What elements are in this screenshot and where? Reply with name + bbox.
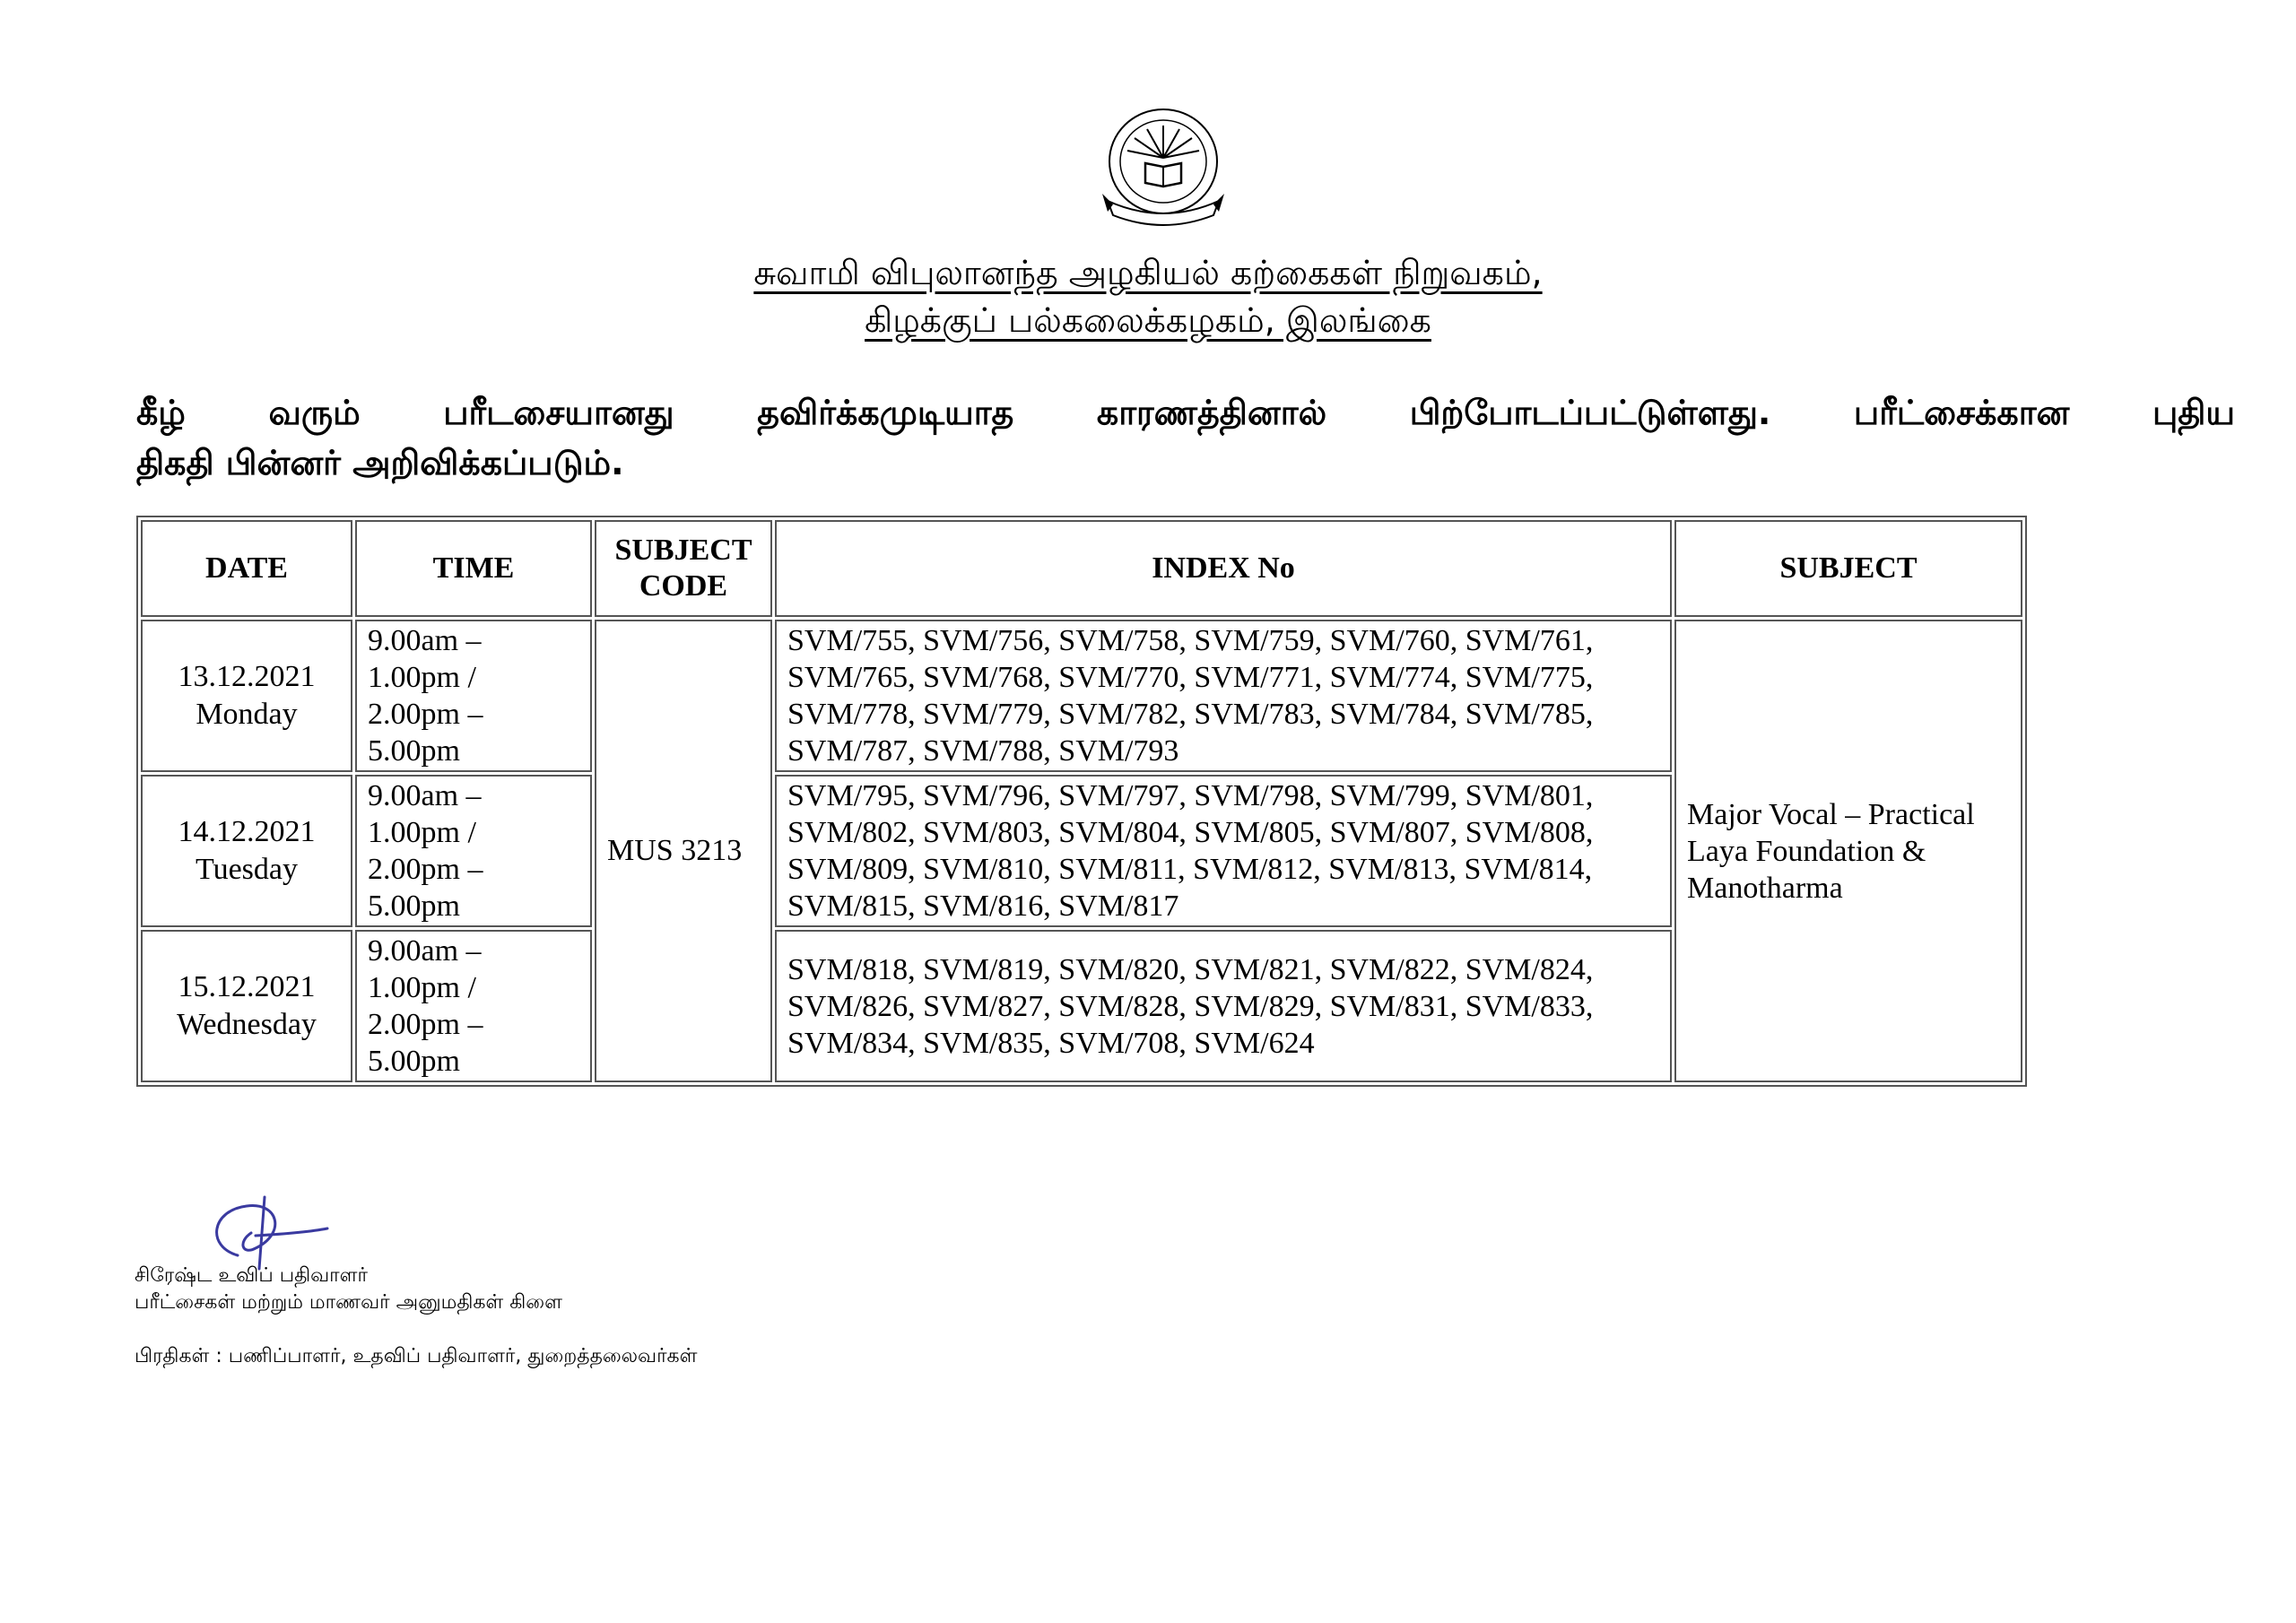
index-line: SVM/787, SVM/788, SVM/793 bbox=[787, 734, 1179, 768]
table-row bbox=[141, 620, 2022, 772]
subject-line: Major Vocal – Practical bbox=[1687, 797, 1975, 831]
subject-line: Laya Foundation & bbox=[1687, 834, 1926, 868]
notice-line: திகதி பின்னர் அறிவிக்கப்படும். bbox=[136, 443, 624, 482]
index-line: SVM/834, SVM/835, SVM/708, SVM/624 bbox=[787, 1026, 1315, 1060]
header-subject: SUBJECT bbox=[1674, 520, 2022, 617]
university-seal-logo bbox=[1083, 100, 1244, 233]
time-line: 9.00am – bbox=[368, 624, 482, 657]
date-cell bbox=[141, 930, 352, 1082]
time-line: 2.00pm – bbox=[368, 853, 483, 886]
exam-day: Monday bbox=[196, 698, 298, 731]
index-line: SVM/802, SVM/803, SVM/804, SVM/805, SVM/807, SVM/808, bbox=[787, 816, 1594, 849]
institute-name-heading: சுவாமி விபுலானந்த அழகியல் கற்கைகள் நிறுவகம், bbox=[753, 253, 1543, 292]
university-name-heading: கிழக்குப் பல்கலைக்கழகம், இலங்கை bbox=[865, 300, 1431, 340]
index-line: SVM/755, SVM/756, SVM/758, SVM/759, SVM/760, SVM/761, bbox=[787, 624, 1594, 657]
exam-day: Wednesday bbox=[177, 1008, 317, 1041]
signatory-title: சிரேஷ்ட உவிப் பதிவாளர் bbox=[135, 1264, 368, 1287]
exam-date: 13.12.2021 bbox=[178, 660, 316, 693]
index-line: SVM/795, SVM/796, SVM/797, SVM/798, SVM/799, SVM/801, bbox=[787, 779, 1594, 812]
index-line: SVM/809, SVM/810, SVM/811, SVM/812, SVM/813, SVM/814, bbox=[787, 853, 1593, 886]
index-line: SVM/815, SVM/816, SVM/817 bbox=[787, 890, 1179, 923]
time-line: 1.00pm / bbox=[368, 661, 476, 694]
index-cell bbox=[775, 620, 1672, 772]
subject-cell bbox=[1674, 620, 2022, 1082]
header-date: DATE bbox=[141, 520, 352, 617]
time-line: 9.00am – bbox=[368, 934, 482, 968]
index-line: SVM/765, SVM/768, SVM/770, SVM/771, SVM/774, SVM/775, bbox=[787, 661, 1594, 694]
signature-mark bbox=[202, 1193, 354, 1273]
subject-code-cell: MUS 3213 bbox=[595, 620, 772, 1082]
notice-line: கீழ் வரும் பரீடசையானது தவிர்க்கமுடியாத காரணத்தினால் பிற்போடப்பட்டுள்ளது. பரீட்சைக்கான புதிய bbox=[136, 393, 2235, 432]
postponement-notice bbox=[136, 387, 2235, 488]
header-subject-code-line: CODE bbox=[639, 569, 728, 603]
index-line: SVM/818, SVM/819, SVM/820, SVM/821, SVM/822, SVM/824, bbox=[787, 952, 1594, 986]
date-cell bbox=[141, 620, 352, 772]
index-cell bbox=[775, 775, 1672, 927]
time-line: 5.00pm bbox=[368, 890, 460, 923]
copies-line: பிரதிகள் : பணிப்பாளர், உதவிப் பதிவாளர், துறைத்தலைவர்கள் bbox=[135, 1345, 698, 1367]
time-cell bbox=[355, 620, 592, 772]
header-subject-code bbox=[595, 520, 772, 617]
time-line: 2.00pm – bbox=[368, 698, 483, 731]
time-cell bbox=[355, 930, 592, 1082]
time-line: 5.00pm bbox=[368, 1045, 460, 1078]
exam-date: 15.12.2021 bbox=[178, 970, 316, 1003]
signatory-branch: பரீட்சைகள் மற்றும் மாணவர் அனுமதிகள் கிளை bbox=[135, 1291, 562, 1314]
table-header-row bbox=[141, 520, 2022, 617]
time-line: 9.00am – bbox=[368, 779, 482, 812]
date-cell bbox=[141, 775, 352, 927]
index-line: SVM/778, SVM/779, SVM/782, SVM/783, SVM/784, SVM/785, bbox=[787, 698, 1594, 731]
exam-date: 14.12.2021 bbox=[178, 815, 316, 848]
header-time: TIME bbox=[355, 520, 592, 617]
exam-day: Tuesday bbox=[196, 853, 298, 886]
time-line: 1.00pm / bbox=[368, 971, 476, 1004]
time-line: 5.00pm bbox=[368, 734, 460, 768]
index-cell bbox=[775, 930, 1672, 1082]
header-index-no: INDEX No bbox=[775, 520, 1672, 617]
header-subject-code-line: SUBJECT bbox=[614, 534, 752, 567]
subject-line: Manotharma bbox=[1687, 871, 1843, 905]
exam-schedule-table bbox=[136, 516, 2027, 1087]
time-line: 2.00pm – bbox=[368, 1008, 483, 1041]
time-line: 1.00pm / bbox=[368, 816, 476, 849]
time-cell bbox=[355, 775, 592, 927]
index-line: SVM/826, SVM/827, SVM/828, SVM/829, SVM/831, SVM/833, bbox=[787, 989, 1594, 1023]
